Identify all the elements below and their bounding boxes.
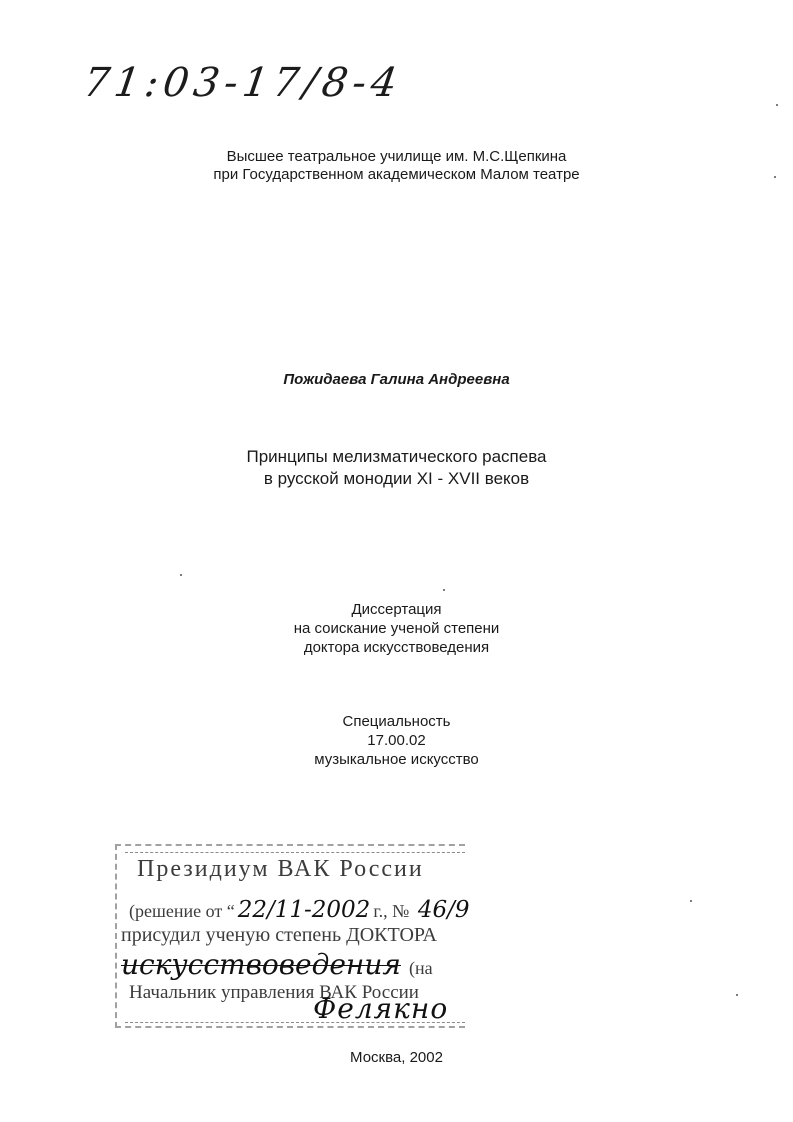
stamp-signature: Фелякно: [313, 992, 449, 1025]
specialty-label: Специальность: [342, 713, 451, 730]
stamp-chief-line: Начальник управления ВАК России: [129, 982, 419, 1003]
stamp-decision-date: 22/11-2002: [237, 897, 371, 923]
degree-line-1: Диссертация: [351, 601, 442, 618]
stamp-decision-number: 46/9: [417, 897, 470, 923]
degree-line-3: доктора искусствоведения: [303, 639, 490, 656]
scan-speck: [690, 900, 692, 902]
stamp-awarded-line: присудил ученую степень ДОКТОРА: [121, 924, 437, 946]
institution-line-2: при Государственном академическом Малом театре: [213, 166, 580, 183]
scan-speck: [180, 574, 182, 576]
scan-speck: [776, 104, 778, 106]
thesis-title-line-1: Принципы мелизматического распева: [246, 447, 547, 466]
institution-line-1: Высшее театральное училище им. М.С.Щепкина: [226, 148, 567, 165]
specialty-code: 17.00.02: [367, 732, 426, 749]
stamp-rule-top: [125, 852, 465, 853]
specialty-name: музыкальное искусство: [314, 751, 479, 768]
scan-speck: [774, 176, 776, 178]
stamp-decision-line: [129, 897, 470, 923]
city-year: Москва, 2002: [350, 1049, 443, 1066]
scan-speck: [736, 994, 738, 996]
stamp-decision-prefix: (решение от “: [129, 901, 235, 921]
handwritten-archive-number: 71:03-17/8-4: [80, 60, 405, 106]
stamp-decision-mid: г., №: [373, 901, 410, 921]
vak-stamp: [115, 844, 470, 1028]
degree-line-2: на соискание ученой степени: [293, 620, 500, 637]
author-name: Пожидаева Галина Андреевна: [283, 371, 510, 388]
stamp-title: Президиум ВАК России: [137, 856, 424, 882]
stamp-field-suffix: (на: [408, 958, 433, 978]
stamp-field-handwritten: искусствоведения: [121, 948, 401, 981]
thesis-title-line-2: в русской монодии XI - XVII веков: [263, 469, 530, 488]
stamp-field-line: [121, 948, 433, 981]
stamp-rule-bottom: [125, 1022, 465, 1023]
scan-speck: [443, 589, 445, 591]
